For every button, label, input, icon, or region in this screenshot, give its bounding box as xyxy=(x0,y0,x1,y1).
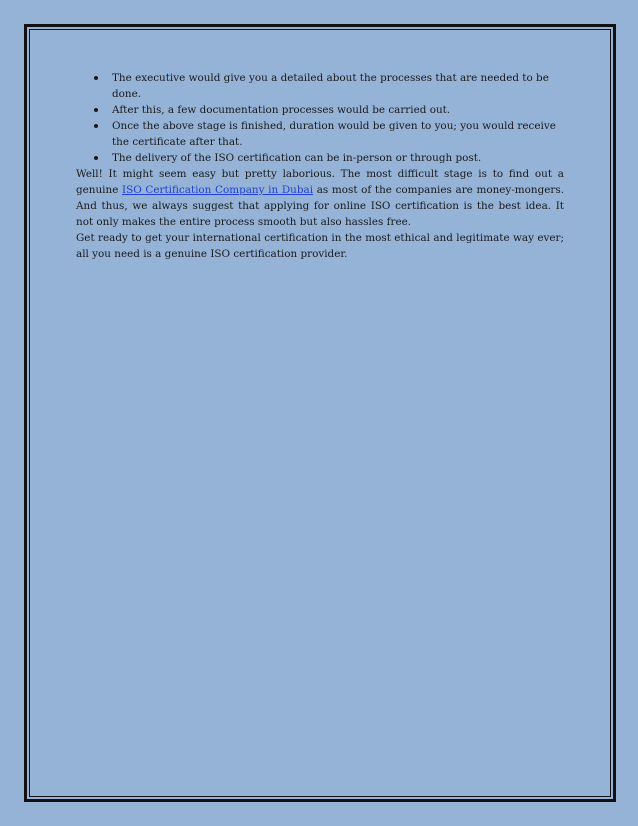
paragraph-intro xyxy=(76,166,564,230)
bullet-icon xyxy=(94,124,98,128)
list-item xyxy=(76,150,564,166)
list-item-text: The delivery of the ISO certification can be in-person or through post. xyxy=(112,152,482,164)
bullet-icon xyxy=(94,76,98,80)
iso-certification-link[interactable]: ISO Certification Company in Dubai xyxy=(122,184,314,196)
list-item xyxy=(76,70,564,102)
bullet-icon xyxy=(94,156,98,160)
document-body xyxy=(76,70,564,262)
paragraph-text: Well! It might seem easy but pretty laborious. The most difficult stage is to find out a genuine xyxy=(76,168,564,196)
bullet-list xyxy=(76,70,564,166)
list-item xyxy=(76,102,564,118)
list-item-text: The executive would give you a detailed about the processes that are needed to be done. xyxy=(112,72,549,100)
bullet-icon xyxy=(94,108,98,112)
list-item xyxy=(76,118,564,150)
list-item-text: Once the above stage is finished, duration would be given to you; you would receive the certificate after that. xyxy=(112,120,556,148)
paragraph-closing: Get ready to get your international certification in the most ethical and legitimate way ever; all you need is a genuine ISO certification provider. xyxy=(76,232,564,260)
list-item-text: After this, a few documentation processes would be carried out. xyxy=(112,104,451,116)
paragraph-text: as most of the companies are money-mongers. And thus, we always suggest that applying for online ISO certification is the best idea. It not only makes the entire process smooth but also hassles free. xyxy=(76,184,565,228)
